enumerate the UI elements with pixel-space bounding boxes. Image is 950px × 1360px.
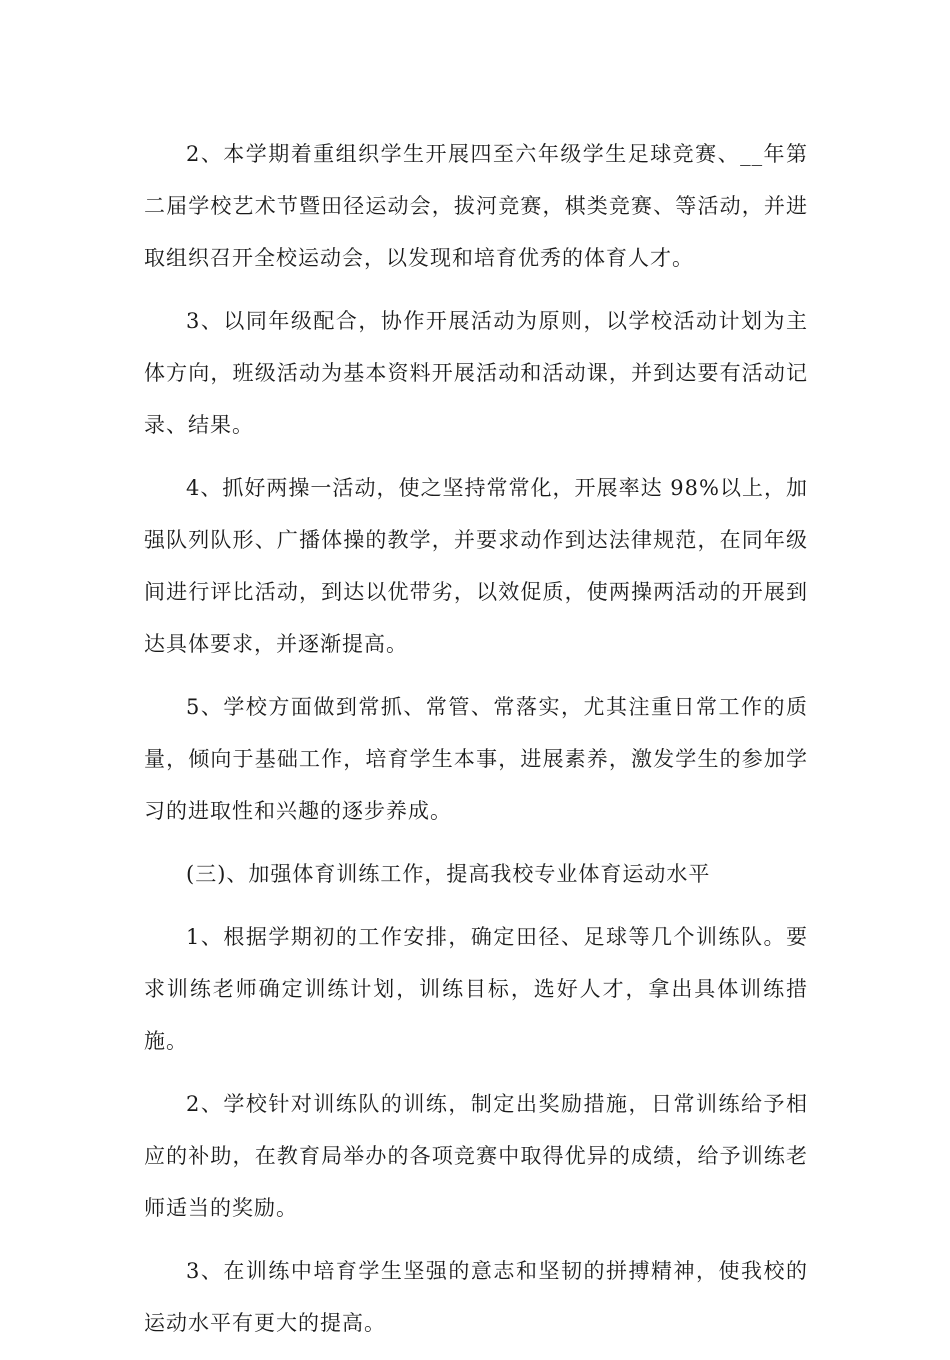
paragraph-item-3-grade-cooperation: 3、以同年级配合，协作开展活动为原则，以学校活动计划为主体方向，班级活动为基本资料开展活动和活动课，并到达要有活动记录、结果。 [144,309,808,437]
paragraph-item-1-training-teams: 1、根据学期初的工作安排，确定田径、足球等几个训练队。要求训练老师确定训练计划，训练目标，选好人才，拿出具体训练措施。 [144,925,808,1053]
paragraph-item-2-rewards: 2、学校针对训练队的训练，制定出奖励措施，日常训练给予相应的补助，在教育局举办的各项竞赛中取得优异的成绩，给予训练老师适当的奖励。 [144,1092,808,1220]
paragraph-item-5-routine-work: 5、学校方面做到常抓、常管、常落实，尤其注重日常工作的质量，倾向于基础工作，培育学生本事，进展素养，激发学生的参加学习的进取性和兴趣的逐步养成。 [144,695,808,823]
paragraph-item-4-exercises: 4、抓好两操一活动，使之坚持常常化，开展率达 98%以上，加强队列队形、广播体操的教学，并要求动作到达法律规范，在同年级间进行评比活动，到达以优带劣，以效促质，使两操两活动的开展到达具体要求，并逐渐提高。 [144,476,808,656]
document-body [144,128,808,1360]
paragraph-item-3-willpower: 3、在训练中培育学生坚强的意志和坚韧的拼搏精神，使我校的运动水平有更大的提高。 [144,1259,808,1335]
section-heading-training: (三)、加强体育训练工作，提高我校专业体育运动水平 [186,862,711,886]
paragraph-item-2-sports-events: 2、本学期着重组织学生开展四至六年级学生足球竞赛、__年第二届学校艺术节暨田径运动会，拔河竞赛，棋类竞赛、等活动，并进取组织召开全校运动会，以发现和培育优秀的体育人才。 [144,142,808,270]
